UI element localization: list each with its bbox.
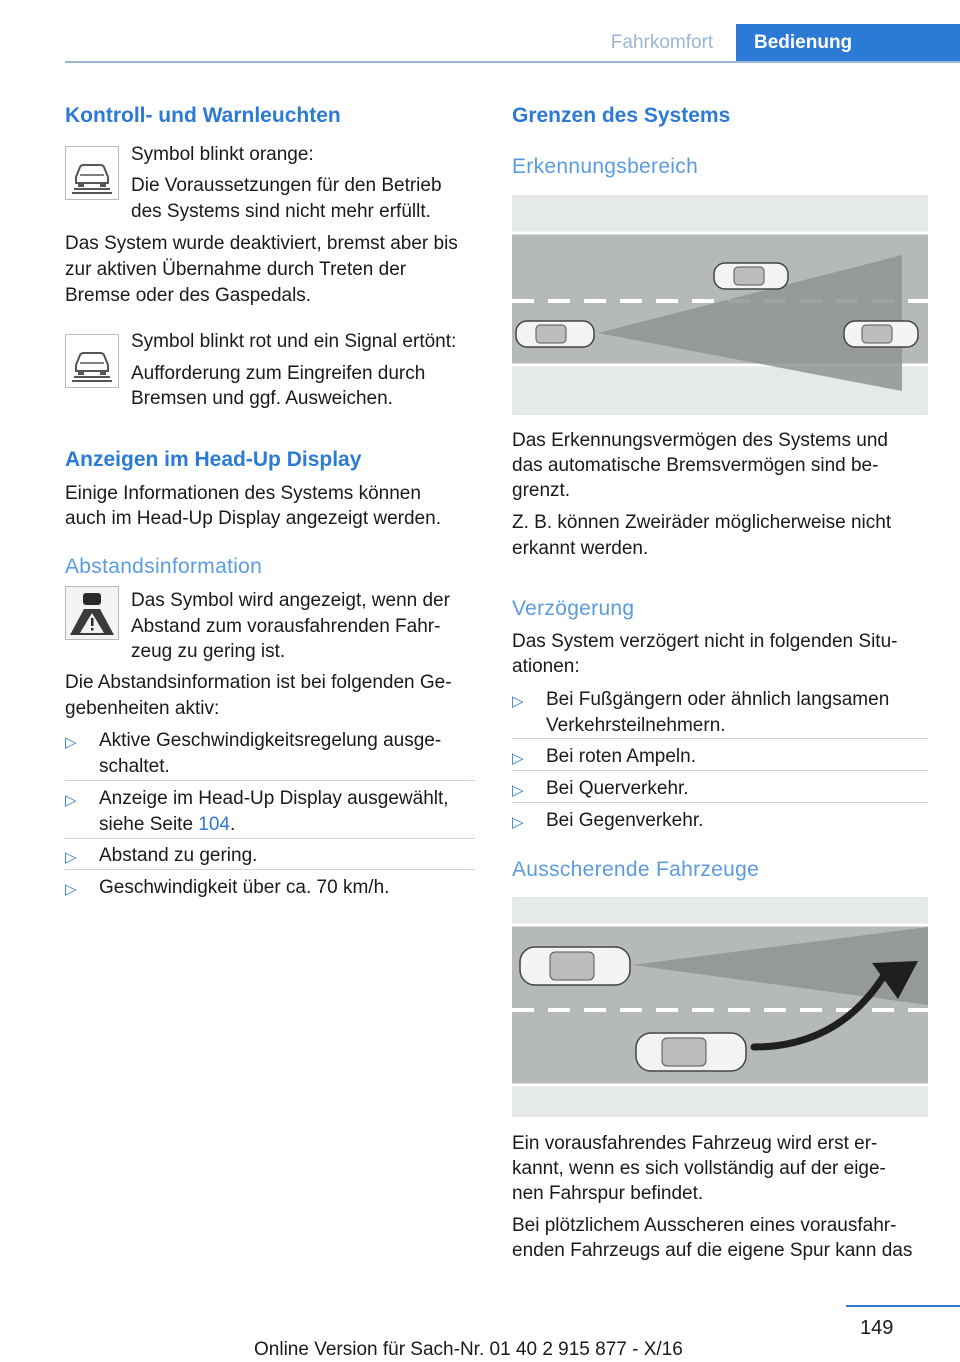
para-aus2-l1: Bei plötzlichem Ausscheren eines vorausfahr- xyxy=(512,1215,897,1236)
para-verz-l2: ationen: xyxy=(512,656,580,677)
list-separator xyxy=(512,802,928,803)
list-separator xyxy=(512,738,928,739)
illustration-detection-range xyxy=(512,195,928,415)
heading-abstandsinformation: Abstandsinformation xyxy=(65,555,263,578)
list-item: ▷ Abstand zu gering. xyxy=(65,843,475,869)
icon2-line2a: Aufforderung zum Eingreifen durch xyxy=(131,363,426,384)
para-aus1-l1: Ein vorausfahrendes Fahrzeug wird erst er- xyxy=(512,1133,878,1154)
distance-warning-icon xyxy=(65,586,119,640)
header-tab-bedienung[interactable]: Bedienung xyxy=(736,24,960,61)
bullet-triangle-icon: ▷ xyxy=(512,750,524,767)
para-hud-l1: Einige Informationen des Systems können xyxy=(65,483,421,504)
icon1-line1: Symbol blinkt orange: xyxy=(131,144,314,165)
bullet-triangle-icon: ▷ xyxy=(65,849,77,866)
list-item: ▷ Aktive Geschwindigkeitsregelung ausge- schaltet. xyxy=(65,730,442,777)
heading-kontroll-warnleuchten: Kontroll- und Warnleuchten xyxy=(65,104,341,127)
para-abstand-l1: Die Abstandsinformation ist bei folgenden Ge- xyxy=(65,672,452,693)
icon2-line1: Symbol blinkt rot und ein Signal ertönt: xyxy=(131,331,457,352)
list-item: ▷ Bei Fußgängern oder ähnlich langsamen Verkehrsteilnehmern. xyxy=(512,689,890,736)
bullet-triangle-icon: ▷ xyxy=(512,814,524,831)
heading-head-up-display: Anzeigen im Head-Up Display xyxy=(65,448,362,471)
bullet-triangle-icon: ▷ xyxy=(512,782,524,799)
icon1-line2a: Die Voraussetzungen für den Betrieb xyxy=(131,175,442,196)
para1-l1: Das System wurde deaktiviert, bremst aber bis xyxy=(65,233,458,254)
illustration-cutting-out-vehicle xyxy=(512,897,928,1117)
icon3-l3: zeug zu gering ist. xyxy=(131,641,286,662)
bullet-triangle-icon: ▷ xyxy=(65,792,77,809)
header-tab-fahrkomfort[interactable]: Fahrkomfort xyxy=(610,32,714,53)
bullet-triangle-icon: ▷ xyxy=(512,693,524,710)
heading-ausscherende-fahrzeuge: Ausscherende Fahrzeuge xyxy=(512,858,760,881)
para1-l2: zur aktiven Übernahme durch Treten der xyxy=(65,259,407,280)
icon1-line2b: des Systems sind nicht mehr erfüllt. xyxy=(131,201,431,222)
para-erk2-l2: erkannt werden. xyxy=(512,538,649,559)
para-erk1-l2: das automatische Bremsvermögen sind be- xyxy=(512,455,879,476)
car-warning-icon xyxy=(65,334,119,388)
list-item: ▷ Bei roten Ampeln. xyxy=(512,744,928,770)
footer-online-version: Online Version für Sach-Nr. 01 40 2 915 877 - X/16 xyxy=(254,1339,683,1360)
para-erk2-l1: Z. B. können Zweiräder möglicherweise nicht xyxy=(512,512,892,533)
para-aus1-l2: kannt, wenn es sich vollständig auf der eige- xyxy=(512,1158,886,1179)
footer-rule xyxy=(846,1305,960,1307)
list-item: ▷ Anzeige im Head-Up Display ausgewählt, siehe Seite 104. xyxy=(65,788,449,835)
icon3-l1: Das Symbol wird angezeigt, wenn der xyxy=(131,590,450,611)
icon2-line2b: Bremsen und ggf. Ausweichen. xyxy=(131,388,393,409)
header-rule xyxy=(65,61,960,63)
list-separator xyxy=(512,770,928,771)
para-aus2-l2: enden Fahrzeugs auf die eigene Spur kann das xyxy=(512,1240,913,1261)
page-link-104[interactable]: 104 xyxy=(198,814,230,835)
para-erk1-l3: grenzt. xyxy=(512,480,571,501)
para1-l3: Bremse oder des Gaspedals. xyxy=(65,285,312,306)
list-separator xyxy=(65,780,475,781)
para-verz-l1: Das System verzögert nicht in folgenden Situ- xyxy=(512,631,898,652)
bullet-triangle-icon: ▷ xyxy=(65,734,77,751)
car-warning-icon xyxy=(65,146,119,200)
page-number: 149 xyxy=(860,1317,894,1339)
para-aus1-l3: nen Fahrspur befindet. xyxy=(512,1183,704,1204)
para-erk1-l1: Das Erkennungsvermögen des Systems und xyxy=(512,430,888,451)
list-item: ▷ Bei Querverkehr. xyxy=(512,776,928,802)
heading-grenzen-des-systems: Grenzen des Systems xyxy=(512,104,731,127)
heading-verzoegerung: Verzögerung xyxy=(512,597,635,620)
para-abstand-l2: gebenheiten aktiv: xyxy=(65,698,220,719)
para-hud-l2: auch im Head-Up Display angezeigt werden. xyxy=(65,508,441,529)
icon3-l2: Abstand zum vorausfahrenden Fahr- xyxy=(131,616,441,637)
list-item: ▷ Geschwindigkeit über ca. 70 km/h. xyxy=(65,875,475,901)
bullet-triangle-icon: ▷ xyxy=(65,881,77,898)
list-separator xyxy=(65,838,475,839)
list-separator xyxy=(65,869,475,870)
heading-erkennungsbereich: Erkennungsbereich xyxy=(512,155,699,178)
list-item: ▷ Bei Gegenverkehr. xyxy=(512,808,928,834)
